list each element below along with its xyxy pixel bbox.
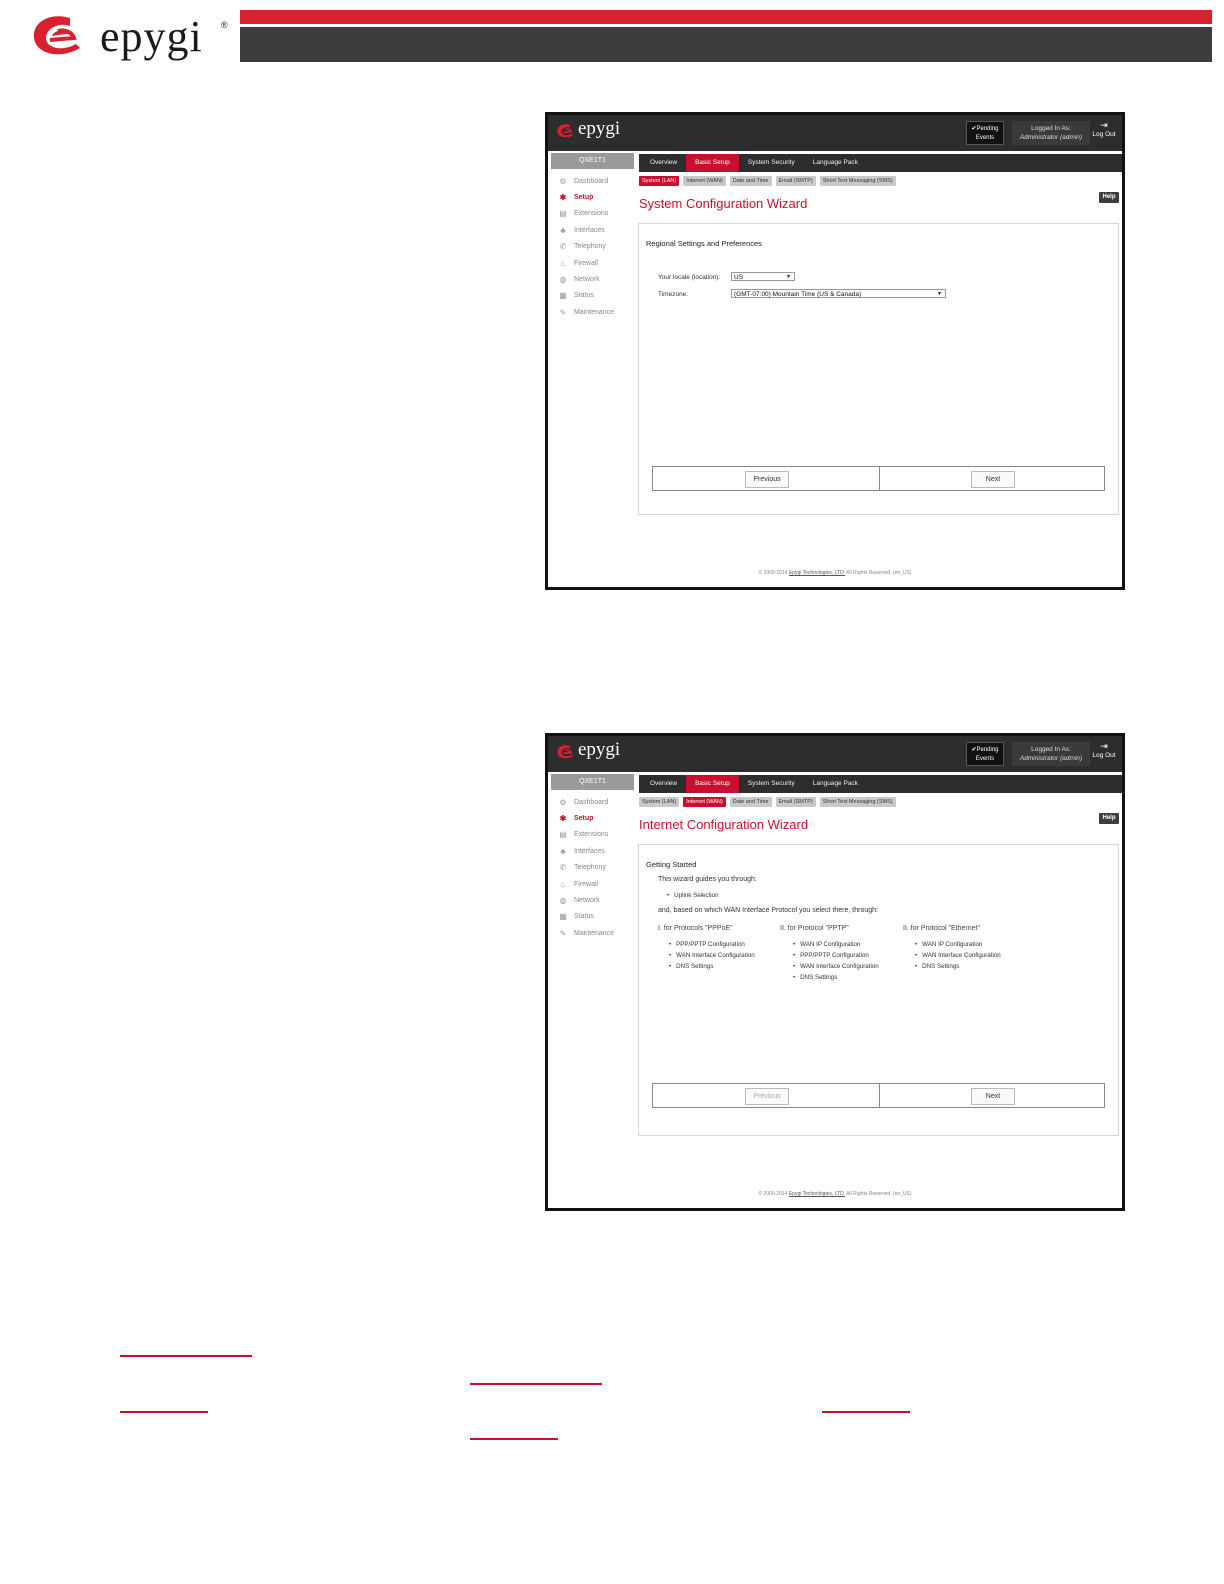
sidebar-item-label: Maintenance (574, 929, 615, 937)
telephony-icon: ✆ (559, 863, 567, 873)
sidebar-item-extensions[interactable] (558, 827, 638, 843)
timezone-label: Timezone: (658, 291, 689, 298)
device-name: QXE1T1 (551, 774, 634, 790)
help-button[interactable]: Help (1099, 192, 1119, 203)
list-item: • WAN Interface Configuration (669, 952, 755, 959)
pending-label: ✔Pending (971, 747, 999, 753)
network-icon: ◍ (559, 896, 567, 906)
chevron-down-icon: ▼ (937, 291, 942, 297)
subtab-system-lan[interactable]: System (LAN) (639, 797, 679, 807)
setup-icon: ✱ (559, 193, 567, 203)
tab-language-pack[interactable]: Language Pack (812, 780, 858, 787)
sidebar-item-firewall[interactable] (558, 876, 638, 892)
chevron-down-icon: ▼ (786, 274, 791, 280)
epygi-logo (30, 12, 240, 62)
mini-logo-icon (556, 742, 578, 762)
logged-in-label: Logged In As: (1031, 125, 1071, 132)
subtab-system-lan[interactable]: System (LAN) (639, 176, 679, 186)
sidebar-item-label: Telephony (574, 864, 606, 872)
sidebar-item-extensions[interactable] (558, 206, 638, 222)
sidebar-item-label: Dashboard (574, 798, 609, 806)
sidebar-item-setup[interactable] (558, 810, 638, 826)
locale-select[interactable] (731, 272, 795, 281)
mini-logo-icon (556, 121, 578, 141)
dashboard-icon: ⚙ (559, 797, 567, 807)
subtab-email-smtp[interactable]: Email (SMTP) (776, 176, 816, 186)
logged-in-user: Administrator (admin) (1019, 755, 1083, 762)
page-title: Internet Configuration Wizard (639, 817, 809, 832)
list-item: • DNS Settings (669, 963, 713, 970)
timezone-value: (GMT-07:00) Mountain Time (US & Canada) (734, 291, 862, 298)
footer-link[interactable]: Epygi Technologies, LTD. (788, 1191, 846, 1197)
header-red-bar (240, 10, 1212, 24)
locale-label: Your locale (location): (658, 274, 721, 281)
tab-system-security[interactable]: System Security (747, 780, 795, 787)
logo-wordmark: epygi (100, 12, 203, 61)
app-topbar (548, 736, 1122, 772)
subtab-internet-wan[interactable]: Internet (WAN) (683, 797, 725, 807)
locale-value: US (734, 274, 744, 281)
maintenance-icon: ✎ (559, 307, 567, 317)
tab-language-pack[interactable]: Language Pack (812, 159, 858, 166)
sub-tabs (639, 176, 900, 186)
header-dark-bar (240, 27, 1212, 62)
internet-wizard-screenshot (545, 733, 1125, 1211)
system-wizard-screenshot (545, 112, 1125, 590)
previous-button[interactable]: Previous (745, 1088, 789, 1105)
sidebar-item-label: Extensions (574, 831, 609, 839)
list-item: • DNS Settings (915, 963, 959, 970)
subtab-date-time[interactable]: Date and Time (730, 797, 772, 807)
registered-mark: ® (221, 20, 228, 30)
sidebar-item-dashboard[interactable] (558, 173, 638, 189)
sidebar-item-interfaces[interactable] (558, 843, 638, 859)
sidebar-item-network[interactable] (558, 271, 638, 287)
extensions-icon: ▤ (559, 209, 567, 219)
sidebar-item-label: Extensions (574, 210, 609, 218)
logout-button[interactable] (1091, 121, 1117, 145)
setup-icon: ✱ (559, 814, 567, 824)
sidebar-item-status[interactable] (558, 288, 638, 304)
subtab-sms[interactable]: Short Text Messaging (SMS) (820, 176, 896, 186)
help-button[interactable]: Help (1099, 813, 1119, 824)
sidebar-item-label: Telephony (574, 243, 606, 251)
sidebar-item-maintenance[interactable] (558, 925, 638, 941)
link-underline[interactable] (470, 1383, 602, 1385)
list-item: • PPP/PPTP Configuration (669, 941, 745, 948)
timezone-select[interactable] (731, 289, 946, 298)
button-divider (879, 467, 880, 490)
main-nav (639, 775, 1122, 793)
pending-events-button[interactable] (966, 121, 1004, 145)
previous-button[interactable]: Previous (745, 471, 789, 488)
interfaces-icon: ♣ (560, 846, 566, 856)
footer-copyright: © 2000-2014 (758, 570, 788, 576)
logged-in-info (1012, 121, 1090, 145)
footer (548, 1191, 1122, 1197)
link-underline[interactable] (120, 1411, 208, 1413)
tab-overview[interactable]: Overview (650, 780, 678, 787)
epygi-swoosh-icon (30, 12, 94, 60)
list-item: • WAN IP Configuration (793, 941, 860, 948)
logout-icon: ⇥ (1100, 120, 1108, 130)
footer-rights: All Rights Reserved. (en_US) (846, 570, 912, 576)
sidebar-item-label: Status (574, 292, 594, 300)
sidebar-item-label: Dashboard (574, 177, 609, 185)
logged-in-label: Logged In As: (1031, 746, 1071, 753)
logged-in-user: Administrator (admin) (1019, 134, 1083, 141)
main-nav (639, 154, 1122, 172)
page-title: System Configuration Wizard (639, 196, 808, 211)
firewall-icon: ♨ (559, 258, 567, 268)
tab-system-security[interactable]: System Security (747, 159, 795, 166)
footer-link[interactable]: Epygi Technologies, LTD. (788, 570, 846, 576)
maintenance-icon: ✎ (559, 928, 567, 938)
sidebar-item-label: Firewall (574, 259, 599, 267)
logout-label: Log Out (1092, 752, 1116, 759)
list-item: • PPP/PPTP Configuration (793, 952, 869, 959)
subtab-date-time[interactable]: Date and Time (730, 176, 772, 186)
subtab-email-smtp[interactable]: Email (SMTP) (776, 797, 816, 807)
wizard-buttons (652, 1083, 1105, 1108)
app-topbar (548, 115, 1122, 151)
pending-events-button[interactable] (966, 742, 1004, 766)
link-underline[interactable] (120, 1355, 252, 1357)
footer-copyright: © 2000-2014 (758, 1191, 788, 1197)
footer (548, 570, 1122, 576)
events-label: Events (975, 756, 995, 762)
sidebar-item-network[interactable] (558, 892, 638, 908)
footer-rights: All Rights Reserved. (en_US) (846, 1191, 912, 1197)
pending-label: ✔Pending (971, 126, 999, 132)
sidebar-item-label: Network (574, 897, 600, 905)
wizard-panel (638, 844, 1119, 1136)
sidebar-item-label: Setup (574, 194, 594, 202)
events-label: Events (975, 135, 995, 141)
next-button[interactable]: Next (971, 471, 1015, 488)
dashboard-icon: ⚙ (559, 176, 567, 186)
logged-in-info (1012, 742, 1090, 766)
subtab-sms[interactable]: Short Text Messaging (SMS) (820, 797, 896, 807)
tab-overview[interactable]: Overview (650, 159, 678, 166)
sidebar-item-label: Firewall (574, 880, 599, 888)
telephony-icon: ✆ (559, 242, 567, 252)
device-name: QXE1T1 (551, 153, 634, 169)
sidebar-item-label: Setup (574, 815, 594, 823)
column-title-ethernet: II. for Protocol "Ethernet" (903, 925, 980, 932)
logout-button[interactable] (1091, 742, 1117, 766)
sidebar-item-label: Interfaces (574, 226, 605, 234)
network-icon: ◍ (559, 275, 567, 285)
sidebar-item-dashboard[interactable] (558, 794, 638, 810)
sub-tabs (639, 797, 900, 807)
and-text: and, based on which WAN Interface Protocol you select there, through: (658, 907, 878, 914)
sidebar-item-telephony[interactable] (558, 239, 638, 255)
sidebar (558, 173, 638, 321)
sidebar-item-setup[interactable] (558, 189, 638, 205)
app-logo-text: epygi (578, 118, 621, 139)
logout-label: Log Out (1092, 131, 1116, 138)
column-title-pptp: II. for Protocol "PPTP" (780, 925, 849, 932)
section-title: Getting Started (646, 860, 697, 869)
app-logo-text: epygi (578, 739, 621, 760)
list-item: • DNS Settings (793, 974, 837, 981)
uplink-item: • Uplink Selection (667, 892, 719, 899)
tab-basic-setup[interactable]: Basic Setup (686, 154, 739, 172)
sidebar (558, 794, 638, 942)
firewall-icon: ♨ (559, 879, 567, 889)
list-item: • WAN Interface Configuration (793, 963, 879, 970)
sidebar-item-telephony[interactable] (558, 860, 638, 876)
sidebar-item-maintenance[interactable] (558, 304, 638, 320)
sidebar-item-firewall[interactable] (558, 255, 638, 271)
logout-icon: ⇥ (1100, 741, 1108, 751)
status-icon: ▦ (559, 291, 567, 301)
interfaces-icon: ♣ (560, 225, 566, 235)
subtab-internet-wan[interactable]: Internet (WAN) (683, 176, 725, 186)
column-title-pppoe: I. for Protocols "PPPoE" (658, 925, 733, 932)
section-title: Regional Settings and Preferences (646, 239, 762, 248)
sidebar-item-label: Network (574, 276, 600, 284)
next-button[interactable]: Next (971, 1088, 1015, 1105)
wizard-buttons (652, 466, 1105, 491)
status-icon: ▦ (559, 912, 567, 922)
sidebar-item-label: Interfaces (574, 847, 605, 855)
sidebar-item-label: Maintenance (574, 308, 615, 316)
list-item: • WAN Interface Configuration (915, 952, 1001, 959)
sidebar-item-interfaces[interactable] (558, 222, 638, 238)
tab-basic-setup[interactable]: Basic Setup (686, 775, 739, 793)
sidebar-item-status[interactable] (558, 909, 638, 925)
intro-text: This wizard guides you through: (658, 876, 757, 883)
wizard-panel (638, 223, 1119, 515)
link-underline[interactable] (470, 1438, 558, 1440)
list-item: • WAN IP Configuration (915, 941, 982, 948)
button-divider (879, 1084, 880, 1107)
sidebar-item-label: Status (574, 913, 594, 921)
link-underline[interactable] (822, 1411, 910, 1413)
extensions-icon: ▤ (559, 830, 567, 840)
